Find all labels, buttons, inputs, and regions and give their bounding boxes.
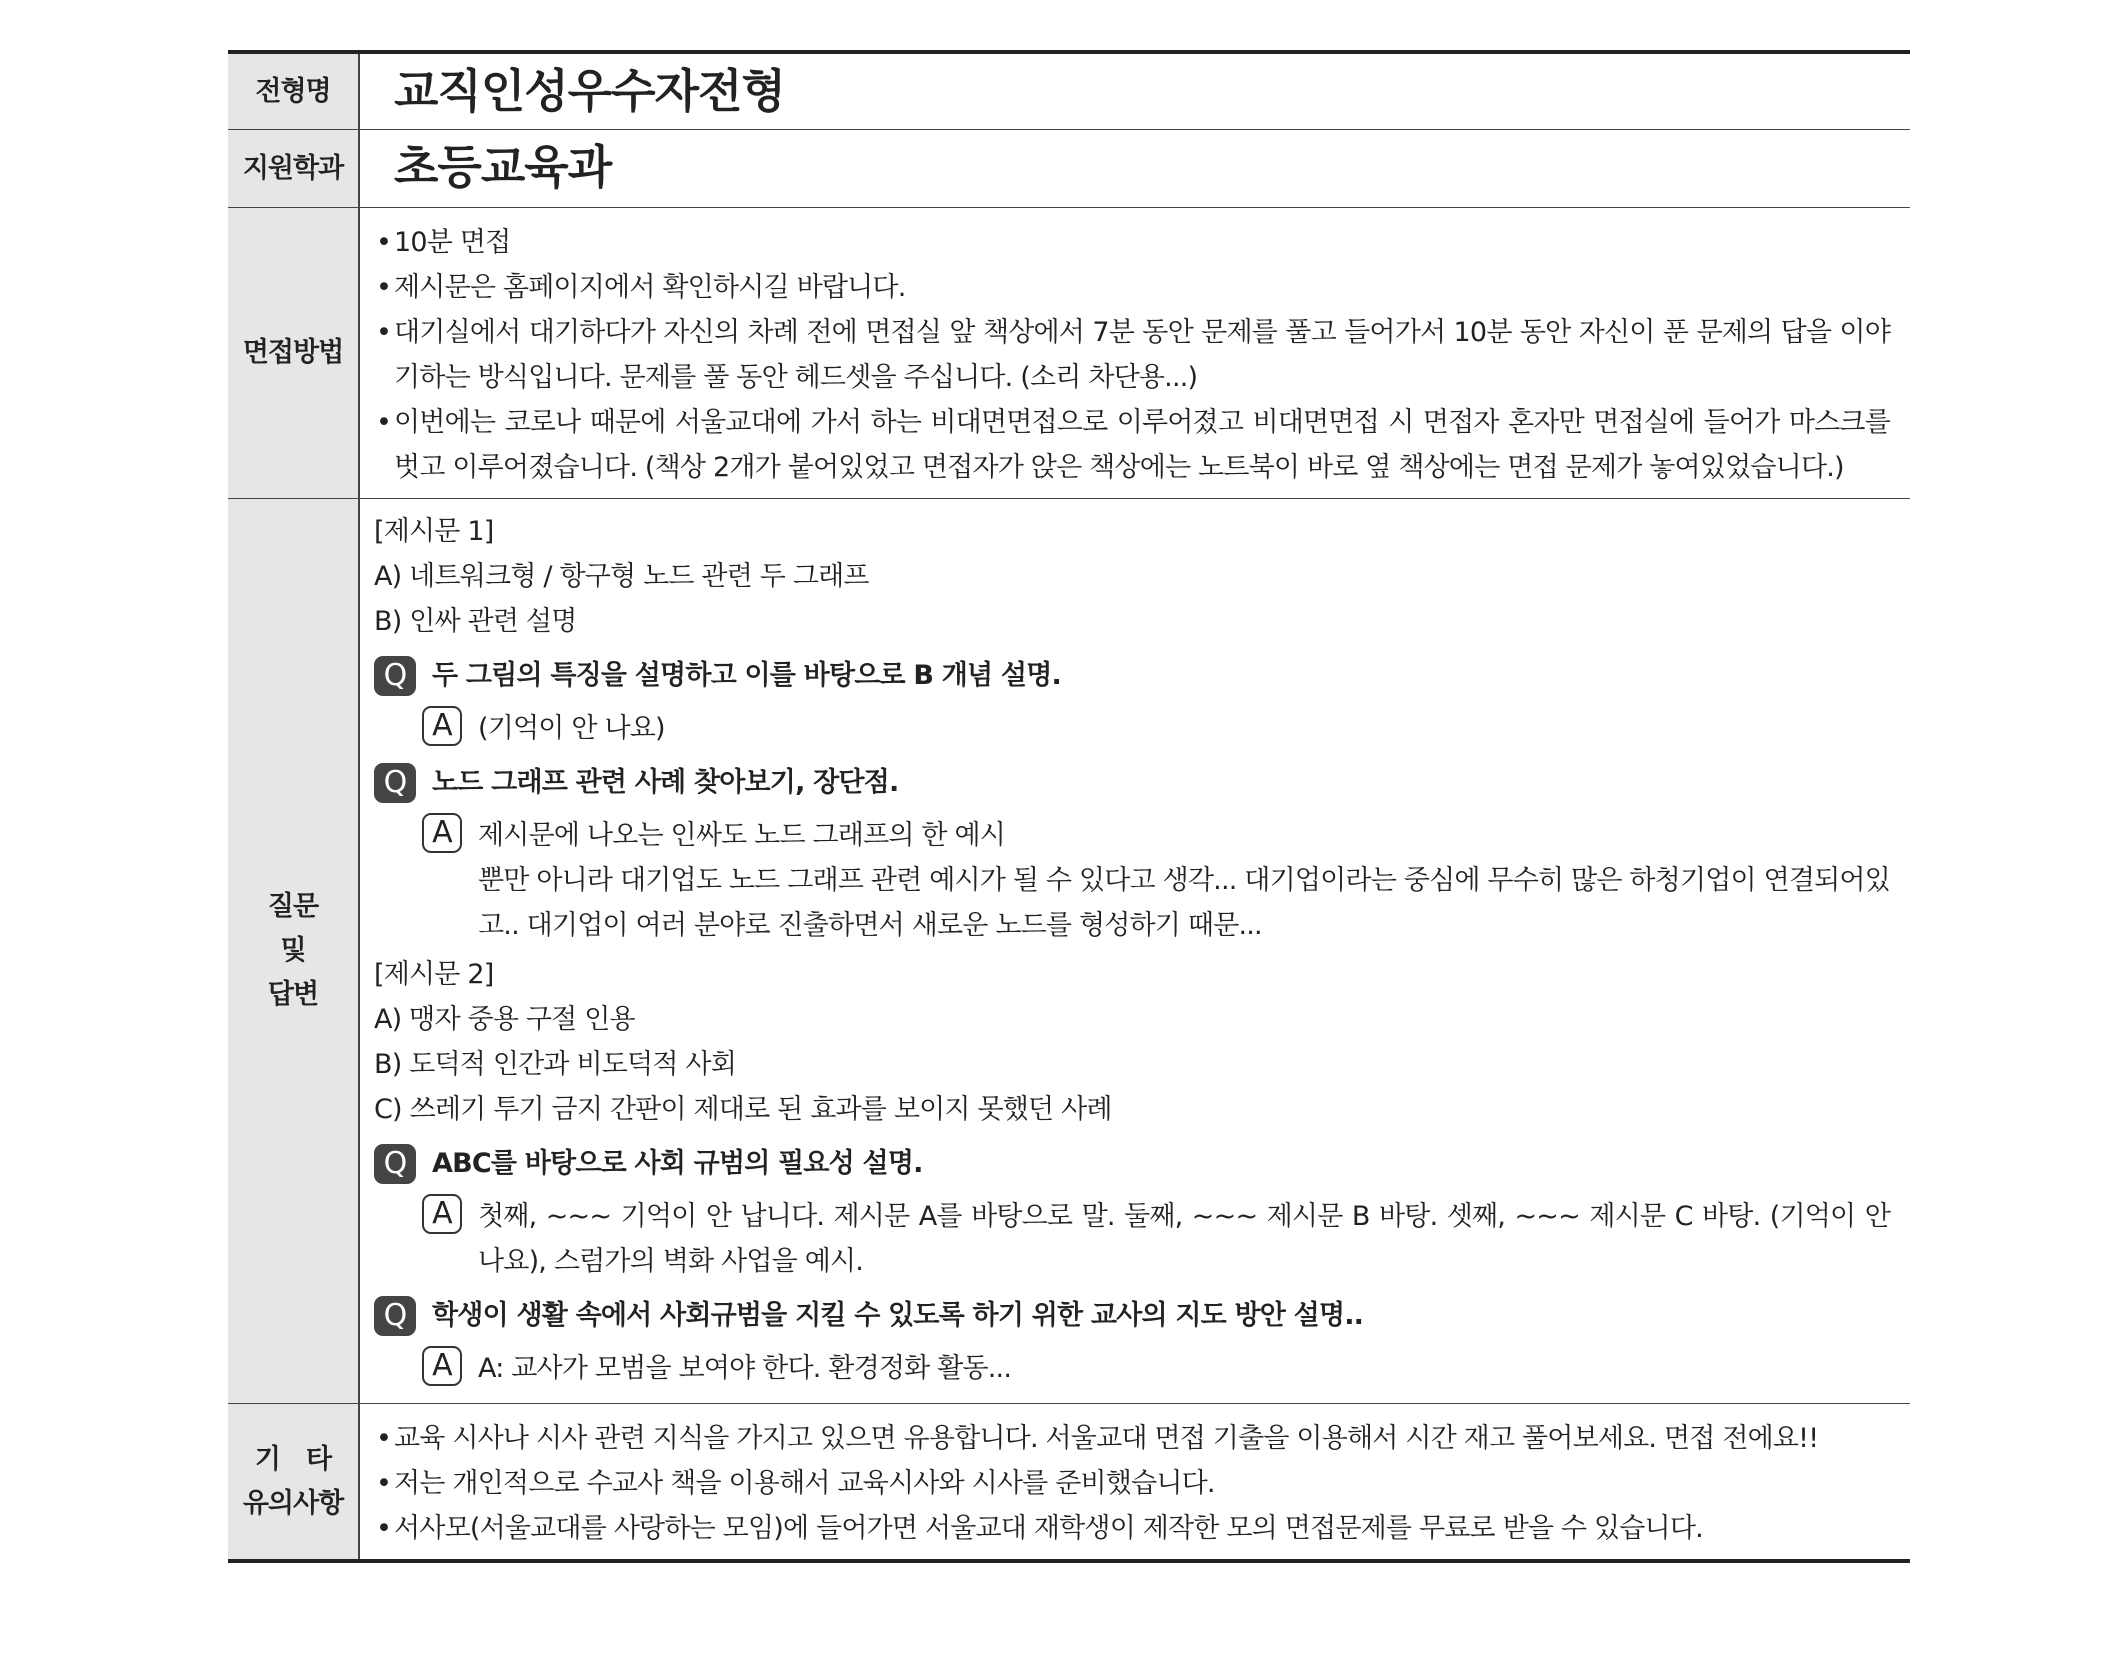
answer-text: 제시문에 나오는 인싸도 노드 그래프의 한 예시 [478,820,1006,851]
question [374,757,1890,809]
q-badge-icon: Q [374,1144,416,1184]
question [374,1138,1890,1190]
question-text: 두 그림의 특징을 설명하고 이를 바탕으로 B 개념 설명. [432,660,1061,691]
answer [422,1346,1890,1391]
notes-row [228,1404,1910,1562]
answer [422,706,1890,751]
method-row [228,208,1910,499]
method-item: • 이번에는 코로나 때문에 서울교대에 가서 하는 비대면면접으로 이루어졌고 비대면면접 시 면접자 혼자만 면접실에 들어가 마스크를 벗고 이루어졌습니다. (책상 2개가 붙어있었고 면접자가 앉은 책상에는 노트북이 바로 옆 책상에는 면접 문제가 놓여있었습니다.) [376,407,1890,483]
method-label: 면접방법 [228,208,359,499]
question-text: 학생이 생활 속에서 사회규범을 지킬 수 있도록 하기 위한 교사의 지도 방안 설명.. [432,1300,1364,1331]
notes-item: • 저는 개인적으로 수교사 책을 이용해서 교육시사와 시사를 준비했습니다. [376,1468,1215,1499]
interview-info-table [228,50,1910,1563]
department-value: 초등교육과 [394,140,612,194]
a-badge-icon: A [422,706,462,746]
method-item: • 대기실에서 대기하다가 자신의 차례 전에 면접실 앞 책상에서 7분 동안 문제를 풀고 들어가서 10분 동안 자신이 푼 문제의 답을 이야기하는 방식입니다. 문제를 풀 동안 헤드셋을 주십니다. (소리 차단용...) [376,317,1890,393]
question [374,650,1890,702]
qa-row [228,499,1910,1404]
admission-type-label: 전형명 [228,52,359,130]
passage-title: [제시문 2] [374,959,494,990]
passage-line: B) 도덕적 인간과 비도덕적 사회 [374,1049,736,1080]
qa-content [360,499,1910,1403]
question-text: 노드 그래프 관련 사례 찾아보기, 장단점. [432,767,899,798]
admission-type-value: 교직인성우수자전형 [394,64,785,118]
department-label: 지원학과 [228,130,359,208]
method-item: • 10분 면접 [376,227,511,258]
question [374,1290,1890,1342]
answer-text: 첫째, ~~~ 기억이 안 납니다. 제시문 A를 바탕으로 말. 둘째, ~~~ 제시문 B 바탕. 셋째, ~~~ 제시문 C 바탕. (기억이 안 나요), 스럼가의 벽화 사업을 예시. [478,1201,1890,1277]
method-item: • 제시문은 홈페이지에서 확인하시길 바랍니다. [376,272,906,303]
answer [422,1194,1890,1284]
passage-line: A) 네트워크형 / 항구형 노드 관련 두 그래프 [374,561,869,592]
passage-line: A) 맹자 중용 구절 인용 [374,1004,635,1035]
method-list [360,208,1910,498]
notes-item: • 교육 시사나 시사 관련 지식을 가지고 있으면 유용합니다. 서울교대 면접 기출을 이용해서 시간 재고 풀어보세요. 면접 전에요!! [376,1423,1819,1454]
a-badge-icon: A [422,1194,462,1234]
notes-item: • 서사모(서울교대를 사랑하는 모임)에 들어가면 서울교대 재학생이 제작한 모의 면접문제를 무료로 받을 수 있습니다. [376,1513,1703,1544]
answer-text: (기억이 안 나요) [478,713,665,744]
answer [422,813,1890,948]
department-row [228,130,1910,208]
q-badge-icon: Q [374,1296,416,1336]
notes-label: 기 타 유의사항 [228,1404,359,1562]
answer-text: 뿐만 아니라 대기업도 노드 그래프 관련 예시가 될 수 있다고 생각... 대기업이라는 중심에 무수히 많은 하청기업이 연결되어있고.. 대기업이 여러 분야로 진출하면서 새로운 노드를 형성하기 때문... [478,865,1890,941]
admission-type-row [228,52,1910,130]
question-text: ABC를 바탕으로 사회 규범의 필요성 설명. [432,1148,923,1179]
q-badge-icon: Q [374,656,416,696]
q-badge-icon: Q [374,763,416,803]
notes-list [360,1404,1910,1559]
a-badge-icon: A [422,1346,462,1386]
passage-title: [제시문 1] [374,516,494,547]
qa-label: 질문 및 답변 [228,499,359,1404]
a-badge-icon: A [422,813,462,853]
answer-text: A: 교사가 모범을 보여야 한다. 환경정화 활동... [478,1353,1012,1384]
passage-line: C) 쓰레기 투기 금지 간판이 제대로 된 효과를 보이지 못했던 사례 [374,1094,1112,1125]
passage-line: B) 인싸 관련 설명 [374,606,577,637]
